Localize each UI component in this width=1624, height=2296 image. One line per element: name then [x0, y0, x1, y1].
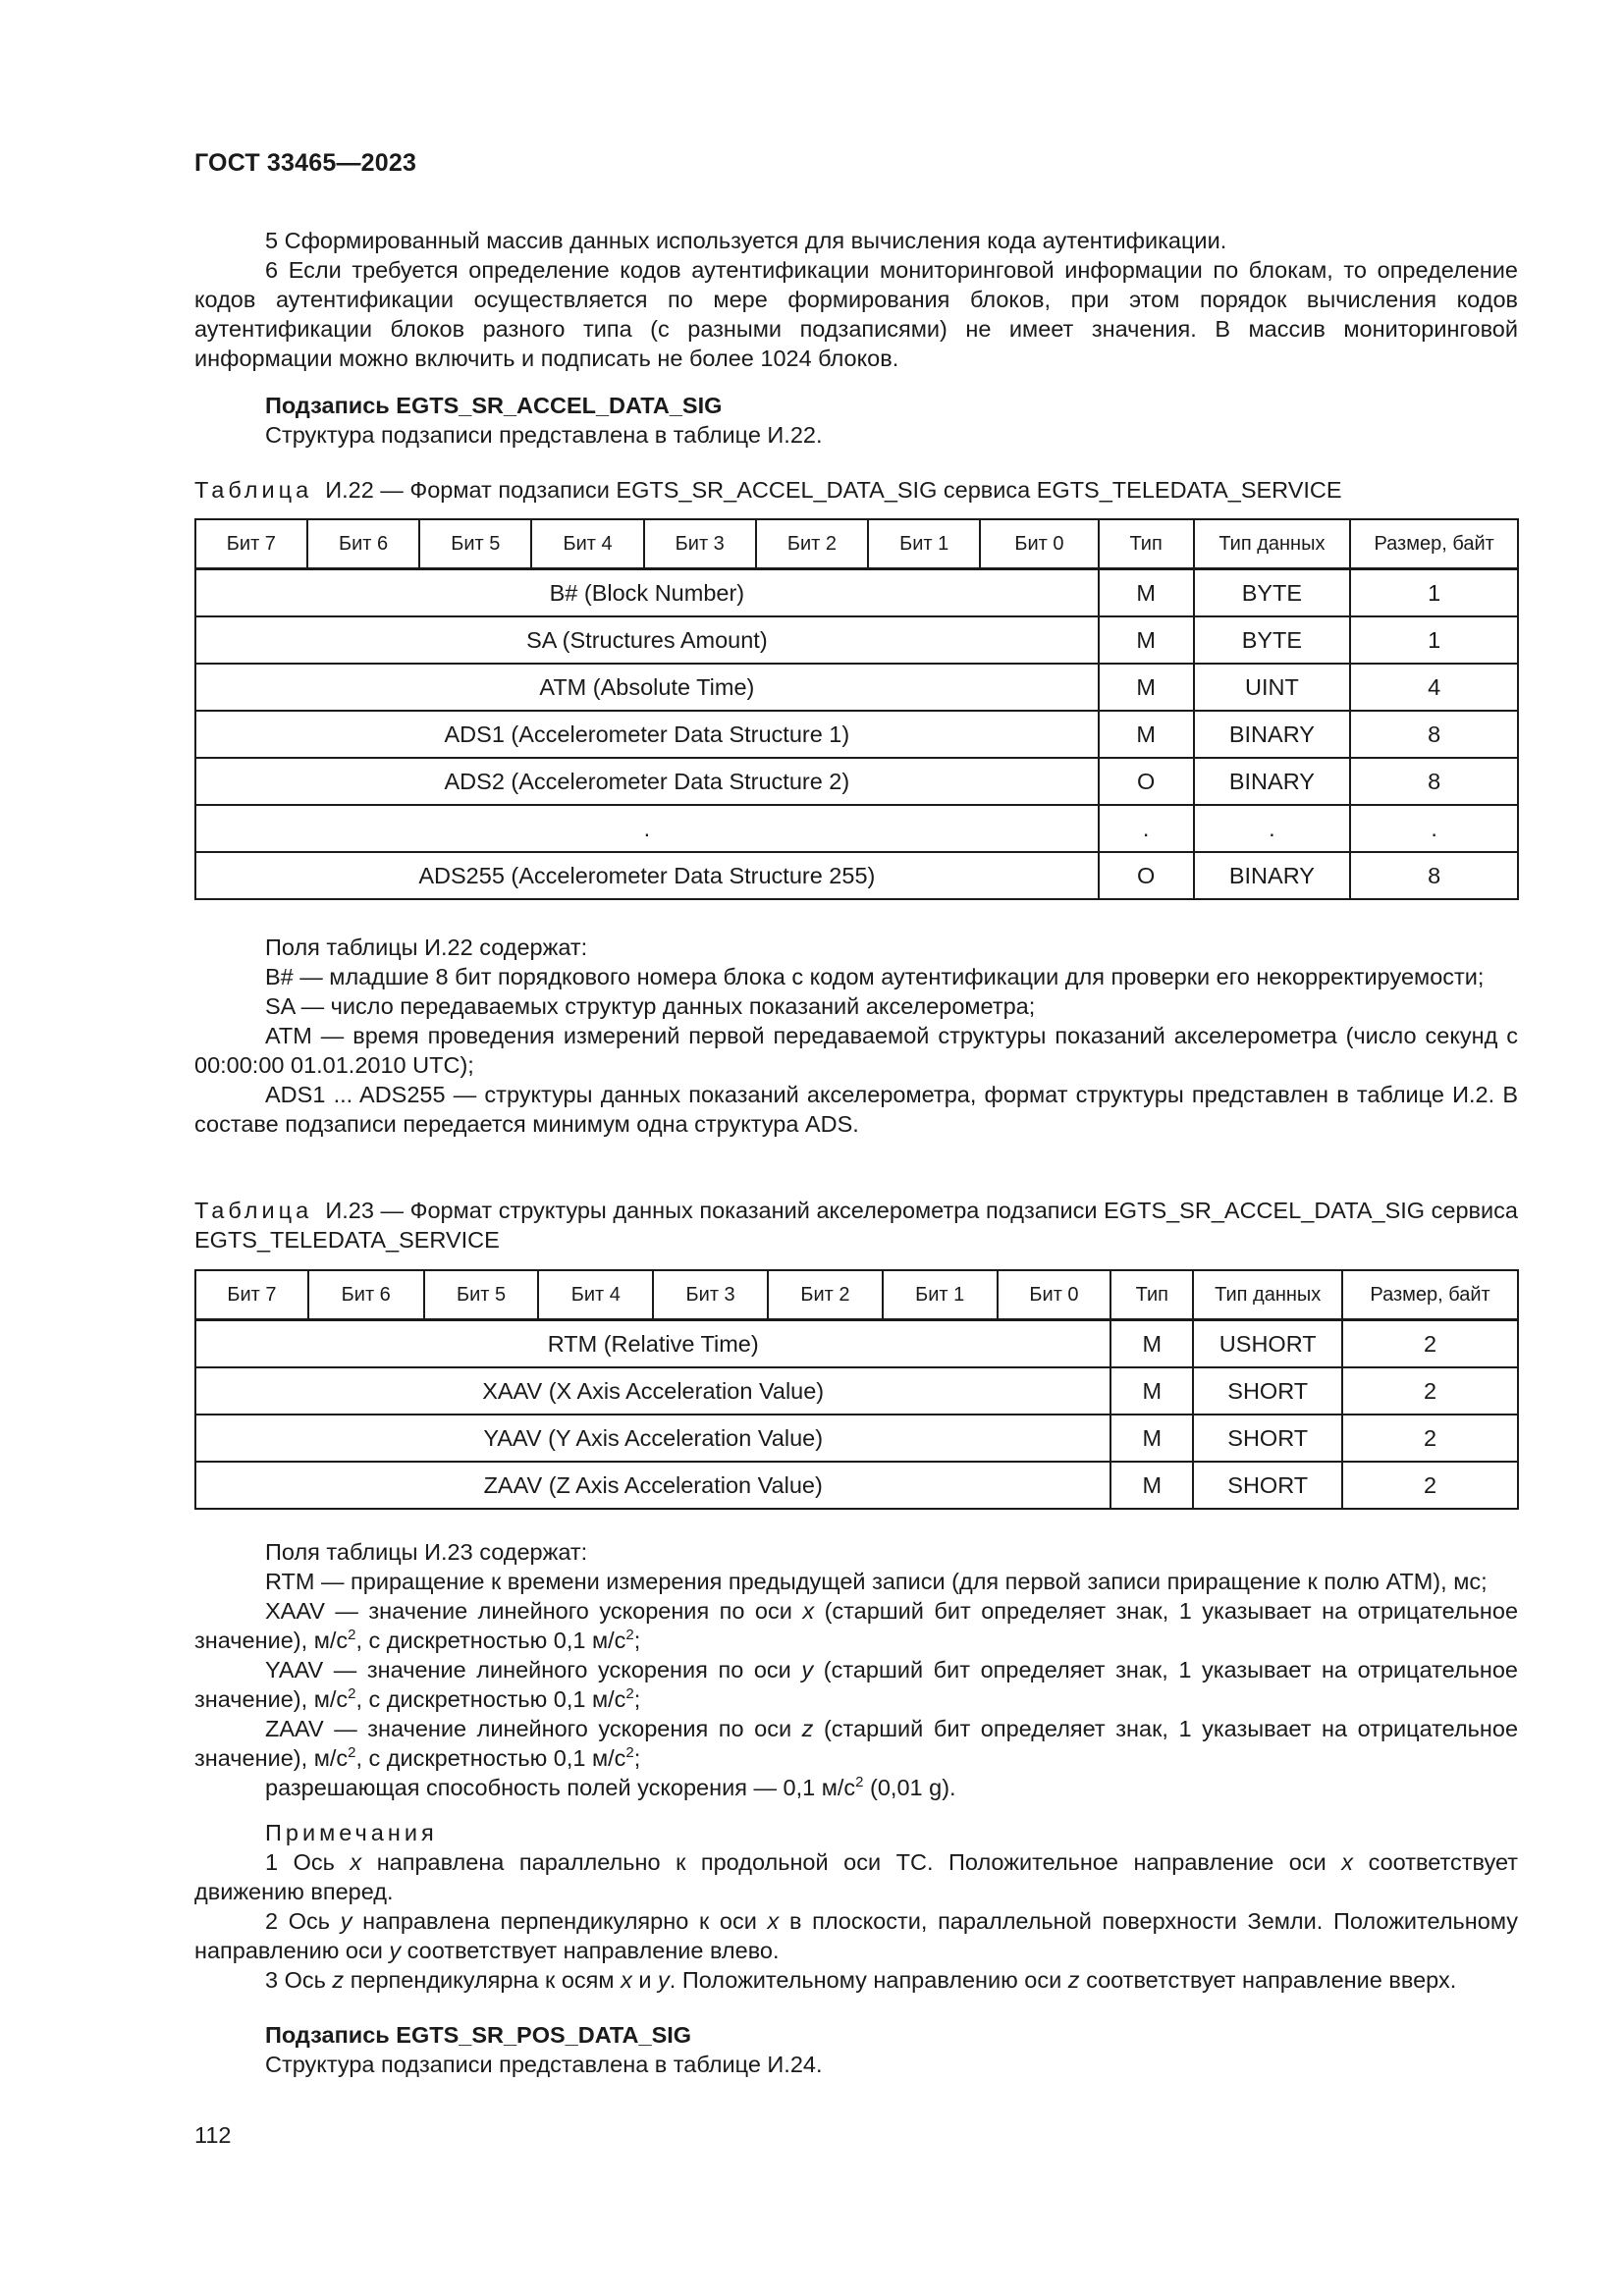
- table-2-header-cell: Бит 5: [424, 1270, 539, 1320]
- field-name-cell: B# (Block Number): [195, 569, 1099, 617]
- data-type-cell: .: [1194, 805, 1351, 852]
- data-type-cell: BYTE: [1194, 569, 1351, 617]
- type-cell: M: [1110, 1415, 1193, 1462]
- table-1-header-cell: Бит 3: [644, 519, 756, 569]
- table-1-caption-text: И.22 — Формат подзаписи EGTS_SR_ACCEL_DATA_SIG сервиса EGTS_TELEDATA_SERVICE: [325, 477, 1342, 503]
- field-desc-zaav: ZAAV — значение линейного ускорения по оси z (старший бит определяет знак, 1 указывает на отрицательное значение), $м/с^2$, с дискретностью 0,1 $м/с^2$;: [194, 1716, 1519, 1771]
- fields-1-intro: Поля таблицы И.22 содержат:: [265, 934, 588, 960]
- data-type-cell: BINARY: [1194, 852, 1351, 899]
- field-desc-rtm: RTM — приращение к времени измерения предыдущей записи (для первой записи приращение к полю ATM), мс;: [265, 1569, 1488, 1594]
- field-name-cell: XAAV (X Axis Acceleration Value): [195, 1367, 1110, 1415]
- table-2-header-cell: Бит 0: [998, 1270, 1111, 1320]
- size-cell: 8: [1350, 852, 1518, 899]
- field-desc-resolution: разрешающая способность полей ускорения — 0,1 $м/с^2$ (0,01 g).: [265, 1774, 956, 1800]
- size-cell: 4: [1350, 664, 1518, 711]
- table-1-header-cell: Бит 5: [419, 519, 531, 569]
- table-1-header-cell: Бит 4: [531, 519, 644, 569]
- type-cell: M: [1110, 1462, 1193, 1509]
- table-row: [195, 1320, 1518, 1368]
- table-1-header-cell: Тип данных: [1194, 519, 1351, 569]
- size-cell: 8: [1350, 711, 1518, 758]
- type-cell: .: [1099, 805, 1194, 852]
- subrecord-pos-desc: Структура подзаписи представлена в таблице И.24.: [265, 2052, 823, 2077]
- table-2-caption-text: И.23 — Формат структуры данных показаний акселерометра подзаписи EGTS_SR_ACCEL_DATA_SIG сервиса EGTS_TELEDATA_SERVICE: [194, 1198, 1518, 1253]
- field-desc-xaav: XAAV — значение линейного ускорения по оси x (старший бит определяет знак, 1 указывает на отрицательное значение), $м/с^2$, с дискретностью 0,1 $м/с^2$;: [194, 1598, 1519, 1653]
- table-row: [195, 1462, 1518, 1509]
- subrecord-accel-title: Подзапись EGTS_SR_ACCEL_DATA_SIG: [265, 393, 723, 418]
- table-1-header-cell: Бит 6: [307, 519, 420, 569]
- paragraph-6: 6 Если требуется определение кодов аутентификации мониторинговой информации по блокам, то определение кодов аутентификации осуществляется по мере формирования блоков, при этом порядок вычисления кодов аутентификации блоков разного типа (с разными подзаписями) не имеет значения. В массив мониторинговой информации можно включить и подписать не более 1024 блоков.: [194, 257, 1518, 371]
- data-type-cell: SHORT: [1193, 1462, 1342, 1509]
- table-2-header-cell: Тип данных: [1193, 1270, 1342, 1320]
- subrecord-pos-section: [194, 2020, 1518, 2079]
- size-cell: 2: [1342, 1320, 1518, 1368]
- table-2-caption-label: Таблица: [194, 1198, 313, 1223]
- table-row: [195, 569, 1518, 617]
- data-type-cell: USHORT: [1193, 1320, 1342, 1368]
- table-1-fields-section: [194, 933, 1518, 1139]
- table-2-header-cell: Бит 2: [768, 1270, 883, 1320]
- table-2-header-cell: Бит 3: [653, 1270, 768, 1320]
- fields-2-intro: Поля таблицы И.23 содержат:: [265, 1539, 588, 1565]
- note-1: 1 Ось x направлена параллельно к продольной оси ТС. Положительное направление оси x соответствует движению вперед.: [194, 1849, 1519, 1904]
- table-1-header-cell: Размер, байт: [1350, 519, 1518, 569]
- table-1-header-cell: Бит 1: [868, 519, 980, 569]
- data-type-cell: SHORT: [1193, 1415, 1342, 1462]
- size-cell: 1: [1350, 569, 1518, 617]
- type-cell: O: [1099, 852, 1194, 899]
- size-cell: 2: [1342, 1462, 1518, 1509]
- subrecord-accel-section: [194, 391, 1518, 450]
- size-cell: 1: [1350, 616, 1518, 664]
- table-1-header-cell: Тип: [1099, 519, 1194, 569]
- table-row: [195, 1367, 1518, 1415]
- table-2-header-cell: Бит 6: [308, 1270, 424, 1320]
- document-header: ГОСТ 33465—2023: [194, 149, 417, 177]
- table-2-header-cell: Размер, байт: [1342, 1270, 1518, 1320]
- table-row: [195, 1415, 1518, 1462]
- table-1-caption-label: Таблица: [194, 477, 313, 503]
- table-2-caption: [194, 1196, 1518, 1255]
- field-name-cell: ADS2 (Accelerometer Data Structure 2): [195, 758, 1099, 805]
- field-name-cell: SA (Structures Amount): [195, 616, 1099, 664]
- table-1: [194, 518, 1519, 900]
- paragraph-5: 5 Сформированный массив данных используется для вычисления кода аутентификации.: [265, 228, 1227, 253]
- data-type-cell: SHORT: [1193, 1367, 1342, 1415]
- size-cell: 8: [1350, 758, 1518, 805]
- field-name-cell: ATM (Absolute Time): [195, 664, 1099, 711]
- field-desc-yaav: YAAV — значение линейного ускорения по оси y (старший бит определяет знак, 1 указывает на отрицательное значение), $м/с^2$, с дискретностью 0,1 $м/с^2$;: [194, 1657, 1518, 1712]
- field-desc-atm: ATM — время проведения измерений первой передаваемой структуры показаний акселерометра (число секунд с 00:00:00 01.01.2010 UTC);: [194, 1023, 1518, 1078]
- table-row: [195, 805, 1518, 852]
- field-name-cell: ADS255 (Accelerometer Data Structure 255): [195, 852, 1099, 899]
- size-cell: 2: [1342, 1415, 1518, 1462]
- data-type-cell: BINARY: [1194, 711, 1351, 758]
- intro-section: [194, 226, 1518, 373]
- note-3: 3 Ось z перпендикулярна к осям x и y. Положительному направлению оси z соответствует направление вверх.: [265, 1967, 1457, 1993]
- field-desc-b: B# — младшие 8 бит порядкового номера блока с кодом аутентификации для проверки его некорректируемости;: [265, 964, 1485, 989]
- table-2-header-cell: Бит 7: [195, 1270, 308, 1320]
- type-cell: O: [1099, 758, 1194, 805]
- table-2-header-cell: Бит 4: [538, 1270, 653, 1320]
- type-cell: M: [1099, 664, 1194, 711]
- notes-label: Примечания: [265, 1820, 438, 1845]
- table-row: [195, 758, 1518, 805]
- subrecord-pos-title: Подзапись EGTS_SR_POS_DATA_SIG: [265, 2022, 692, 2048]
- type-cell: M: [1099, 616, 1194, 664]
- table-2-header-row: [195, 1270, 1518, 1320]
- type-cell: M: [1099, 569, 1194, 617]
- table-2-header-cell: Бит 1: [883, 1270, 998, 1320]
- field-name-cell: ZAAV (Z Axis Acceleration Value): [195, 1462, 1110, 1509]
- data-type-cell: UINT: [1194, 664, 1351, 711]
- field-name-cell: ADS1 (Accelerometer Data Structure 1): [195, 711, 1099, 758]
- field-name-cell: RTM (Relative Time): [195, 1320, 1110, 1368]
- table-2-fields-section: [194, 1537, 1518, 1802]
- field-desc-sa: SA — число передаваемых структур данных показаний акселерометра;: [265, 993, 1036, 1019]
- subrecord-accel-desc: Структура подзаписи представлена в таблице И.22.: [265, 422, 823, 448]
- field-name-cell: .: [195, 805, 1099, 852]
- data-type-cell: BYTE: [1194, 616, 1351, 664]
- notes-section: [194, 1818, 1518, 1995]
- page-number: 112: [194, 2122, 232, 2148]
- table-1-header-cell: Бит 0: [980, 519, 1099, 569]
- table-1-caption: [194, 475, 1518, 505]
- type-cell: M: [1110, 1320, 1193, 1368]
- table-row: [195, 664, 1518, 711]
- note-2: 2 Ось y направлена перпендикулярно к оси x в плоскости, параллельной поверхности Земли. Положительному направлению оси y соответствует направление влево.: [194, 1908, 1518, 1963]
- table-1-header-cell: Бит 2: [756, 519, 869, 569]
- table-1-header-row: [195, 519, 1518, 569]
- size-cell: .: [1350, 805, 1518, 852]
- data-type-cell: BINARY: [1194, 758, 1351, 805]
- field-name-cell: YAAV (Y Axis Acceleration Value): [195, 1415, 1110, 1462]
- table-row: [195, 852, 1518, 899]
- table-2-header-cell: Тип: [1110, 1270, 1193, 1320]
- type-cell: M: [1099, 711, 1194, 758]
- table-2: [194, 1269, 1519, 1510]
- type-cell: M: [1110, 1367, 1193, 1415]
- field-desc-ads: ADS1 ... ADS255 — структуры данных показаний акселерометра, формат структуры представлен в таблице И.2. В составе подзаписи передается минимум одна структура ADS.: [194, 1082, 1518, 1137]
- table-row: [195, 711, 1518, 758]
- table-row: [195, 616, 1518, 664]
- table-1-header-cell: Бит 7: [195, 519, 307, 569]
- size-cell: 2: [1342, 1367, 1518, 1415]
